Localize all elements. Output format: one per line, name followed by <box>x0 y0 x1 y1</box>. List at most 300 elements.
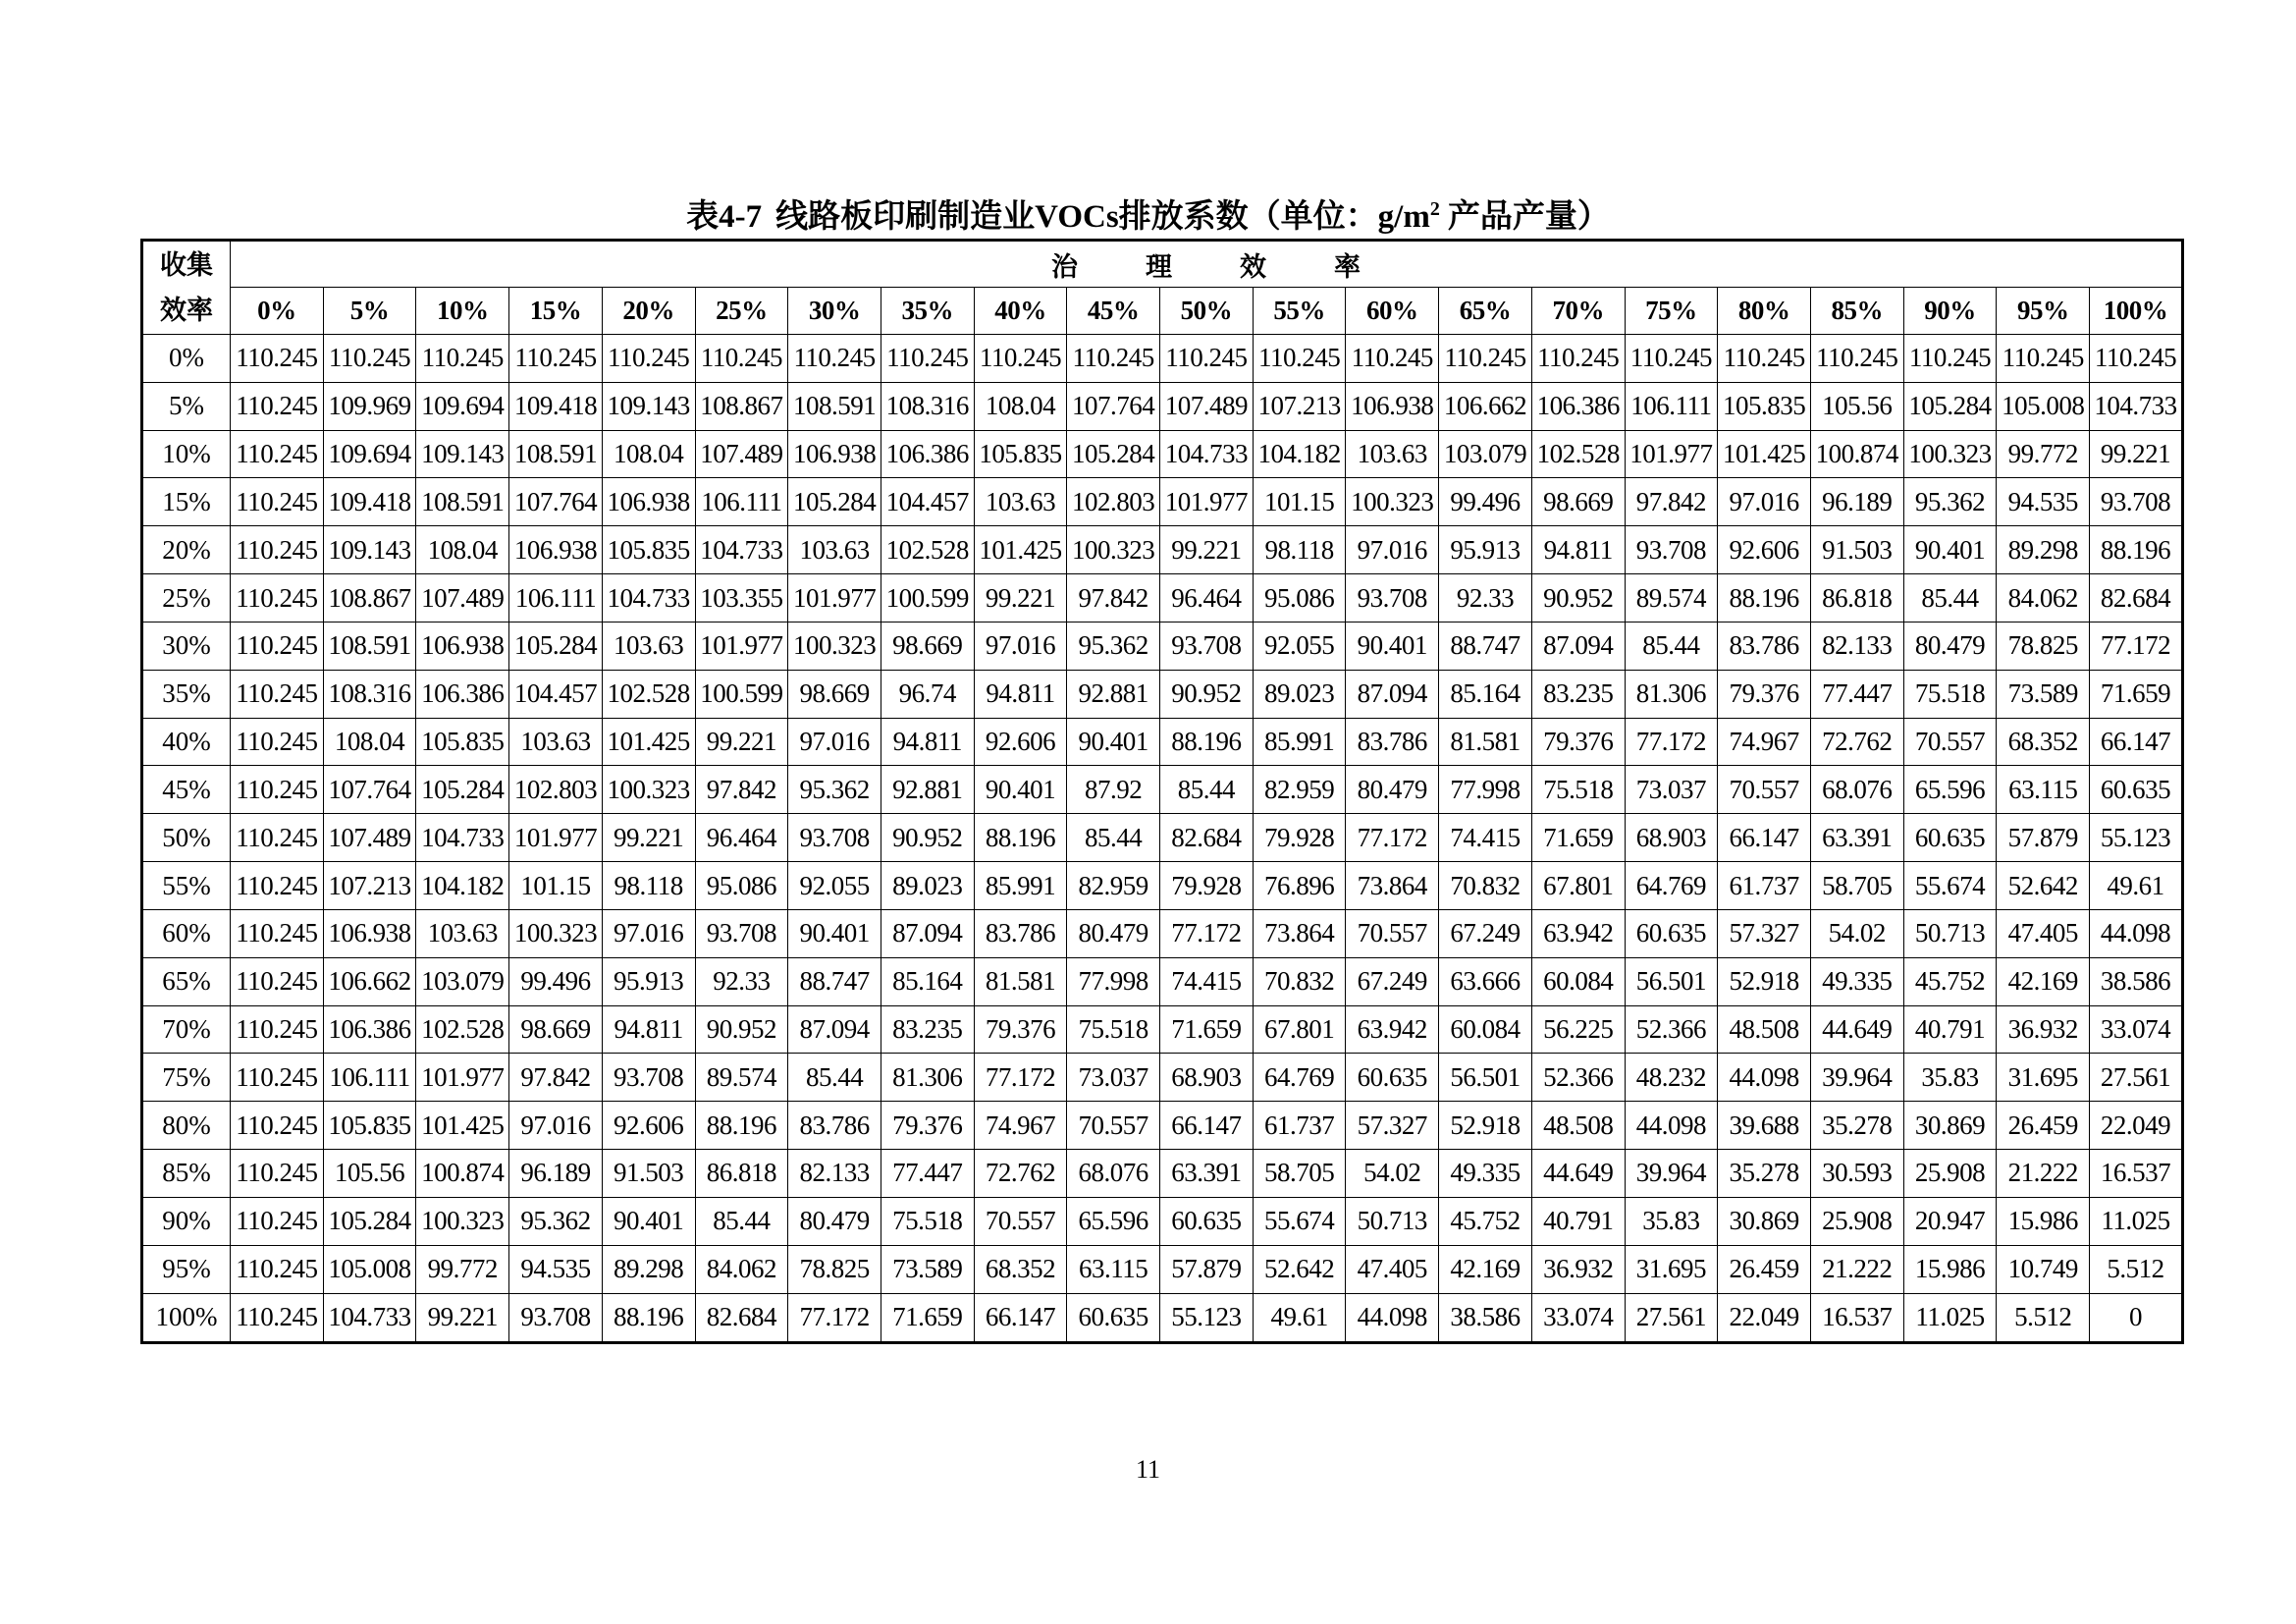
table-cell: 70.832 <box>1439 862 1532 910</box>
table-cell: 110.245 <box>1346 335 1439 383</box>
table-cell: 88.196 <box>2090 526 2183 574</box>
table-cell: 68.352 <box>1997 718 2090 766</box>
table-cell: 109.143 <box>602 382 695 430</box>
row-header: 100% <box>142 1293 231 1342</box>
table-cell: 93.708 <box>1346 574 1439 623</box>
table-cell: 105.56 <box>1810 382 1903 430</box>
table-cell: 15.986 <box>1997 1197 2090 1245</box>
table-cell: 67.801 <box>1531 862 1625 910</box>
table-cell: 30.593 <box>1810 1150 1903 1198</box>
table-cell: 21.222 <box>1997 1150 2090 1198</box>
table-cell: 98.118 <box>602 862 695 910</box>
table-cell: 39.964 <box>1810 1054 1903 1102</box>
table-row <box>142 1293 2183 1342</box>
table-cell: 27.561 <box>2090 1054 2183 1102</box>
table-cell: 109.694 <box>323 430 416 478</box>
table-cell: 85.991 <box>1253 718 1346 766</box>
row-header: 60% <box>142 909 231 957</box>
table-cell: 65.596 <box>1067 1197 1160 1245</box>
table-cell: 108.591 <box>323 622 416 670</box>
table-cell: 97.842 <box>1067 574 1160 623</box>
table-cell: 77.172 <box>1625 718 1718 766</box>
table-cell: 85.991 <box>974 862 1067 910</box>
table-cell: 110.245 <box>881 335 974 383</box>
table-cell: 87.094 <box>1531 622 1625 670</box>
table-cell: 110.245 <box>1253 335 1346 383</box>
table-cell: 61.737 <box>1253 1102 1346 1150</box>
table-cell: 82.684 <box>1160 814 1254 862</box>
table-cell: 71.659 <box>1531 814 1625 862</box>
row-header: 10% <box>142 430 231 478</box>
table-cell: 52.366 <box>1625 1005 1718 1054</box>
table-cell: 97.016 <box>1346 526 1439 574</box>
table-cell: 97.842 <box>1625 478 1718 526</box>
table-cell: 92.33 <box>1439 574 1532 623</box>
table-cell: 99.496 <box>1439 478 1532 526</box>
table-cell: 85.44 <box>1903 574 1997 623</box>
table-cell: 71.659 <box>2090 670 2183 718</box>
table-cell: 110.245 <box>231 1102 324 1150</box>
table-cell: 65.596 <box>1903 766 1997 814</box>
table-cell: 81.306 <box>881 1054 974 1102</box>
table-cell: 98.669 <box>788 670 881 718</box>
table-cell: 110.245 <box>231 1245 324 1293</box>
table-cell: 104.733 <box>695 526 788 574</box>
table-cell: 90.401 <box>1346 622 1439 670</box>
table-cell: 30.869 <box>1718 1197 1811 1245</box>
table-cell: 108.316 <box>881 382 974 430</box>
table-cell: 100.323 <box>1903 430 1997 478</box>
table-cell: 67.249 <box>1346 957 1439 1005</box>
table-cell: 57.327 <box>1718 909 1811 957</box>
table-cell: 25.908 <box>1810 1197 1903 1245</box>
table-cell: 93.708 <box>509 1293 603 1342</box>
table-cell: 110.245 <box>974 335 1067 383</box>
table-cell: 90.401 <box>602 1197 695 1245</box>
emission-factor-table <box>140 239 2184 1344</box>
table-cell: 104.457 <box>509 670 603 718</box>
table-cell: 70.557 <box>1903 718 1997 766</box>
table-cell: 61.737 <box>1718 862 1811 910</box>
table-cell: 48.232 <box>1625 1054 1718 1102</box>
table-cell: 57.327 <box>1346 1102 1439 1150</box>
column-header: 100% <box>2090 288 2183 335</box>
table-cell: 108.04 <box>416 526 509 574</box>
table-cell: 85.44 <box>788 1054 881 1102</box>
table-cell: 95.362 <box>1067 622 1160 670</box>
row-header: 90% <box>142 1197 231 1245</box>
table-cell: 82.959 <box>1253 766 1346 814</box>
table-cell: 64.769 <box>1625 862 1718 910</box>
unit-superscript: 2 <box>1429 198 1440 220</box>
table-cell: 89.574 <box>695 1054 788 1102</box>
table-cell: 44.098 <box>1718 1054 1811 1102</box>
table-cell: 87.094 <box>881 909 974 957</box>
table-cell: 68.076 <box>1067 1150 1160 1198</box>
table-cell: 105.835 <box>974 430 1067 478</box>
table-cell: 49.335 <box>1439 1150 1532 1198</box>
table-cell: 105.284 <box>323 1197 416 1245</box>
table-row <box>142 622 2183 670</box>
table-cell: 66.147 <box>2090 718 2183 766</box>
table-row <box>142 909 2183 957</box>
column-header: 35% <box>881 288 974 335</box>
table-row <box>142 862 2183 910</box>
table-cell: 92.055 <box>788 862 881 910</box>
table-cell: 47.405 <box>1346 1245 1439 1293</box>
row-header: 0% <box>142 335 231 383</box>
column-header: 40% <box>974 288 1067 335</box>
table-cell: 73.589 <box>881 1245 974 1293</box>
table-cell: 11.025 <box>2090 1197 2183 1245</box>
group-header-char: 治 <box>1050 251 1078 282</box>
table-cell: 110.245 <box>1067 335 1160 383</box>
table-cell: 101.977 <box>509 814 603 862</box>
table-cell: 99.221 <box>602 814 695 862</box>
table-cell: 95.913 <box>602 957 695 1005</box>
table-cell: 92.881 <box>1067 670 1160 718</box>
table-cell: 95.913 <box>1439 526 1532 574</box>
row-header: 35% <box>142 670 231 718</box>
table-cell: 110.245 <box>1625 335 1718 383</box>
table-cell: 77.172 <box>2090 622 2183 670</box>
table-cell: 107.489 <box>323 814 416 862</box>
table-cell: 95.086 <box>1253 574 1346 623</box>
table-cell: 99.221 <box>974 574 1067 623</box>
table-cell: 105.835 <box>602 526 695 574</box>
table-cell: 100.323 <box>788 622 881 670</box>
table-cell: 109.418 <box>509 382 603 430</box>
table-cell: 0 <box>2090 1293 2183 1342</box>
table-cell: 108.04 <box>974 382 1067 430</box>
table-cell: 91.503 <box>602 1150 695 1198</box>
table-number: 表4-7 <box>686 199 763 235</box>
table-cell: 107.489 <box>1160 382 1254 430</box>
table-cell: 103.079 <box>416 957 509 1005</box>
table-row <box>142 382 2183 430</box>
table-cell: 10.749 <box>1997 1245 2090 1293</box>
table-cell: 100.874 <box>416 1150 509 1198</box>
table-cell: 103.079 <box>1439 430 1532 478</box>
table-cell: 99.221 <box>416 1293 509 1342</box>
table-cell: 108.591 <box>788 382 881 430</box>
table-cell: 25.908 <box>1903 1150 1997 1198</box>
table-cell: 44.649 <box>1531 1150 1625 1198</box>
table-cell: 82.684 <box>2090 574 2183 623</box>
table-cell: 67.249 <box>1439 909 1532 957</box>
row-header: 25% <box>142 574 231 623</box>
table-cell: 15.986 <box>1903 1245 1997 1293</box>
table-cell: 110.245 <box>509 335 603 383</box>
table-body <box>142 335 2183 1343</box>
table-cell: 63.666 <box>1439 957 1532 1005</box>
table-cell: 101.15 <box>1253 478 1346 526</box>
table-cell: 5.512 <box>1997 1293 2090 1342</box>
row-header: 80% <box>142 1102 231 1150</box>
table-cell: 110.245 <box>1810 335 1903 383</box>
table-cell: 70.557 <box>974 1197 1067 1245</box>
table-cell: 94.811 <box>1531 526 1625 574</box>
table-cell: 110.245 <box>231 382 324 430</box>
table-cell: 101.15 <box>509 862 603 910</box>
table-cell: 103.63 <box>509 718 603 766</box>
table-cell: 39.964 <box>1625 1150 1718 1198</box>
table-cell: 85.44 <box>1067 814 1160 862</box>
table-cell: 77.172 <box>788 1293 881 1342</box>
table-cell: 110.245 <box>231 574 324 623</box>
column-header: 65% <box>1439 288 1532 335</box>
table-cell: 105.284 <box>1067 430 1160 478</box>
table-cell: 100.323 <box>1067 526 1160 574</box>
table-cell: 44.098 <box>1346 1293 1439 1342</box>
table-row <box>142 814 2183 862</box>
table-cell: 73.037 <box>1067 1054 1160 1102</box>
table-cell: 66.147 <box>974 1293 1067 1342</box>
table-cell: 95.086 <box>695 862 788 910</box>
table-cell: 30.869 <box>1903 1102 1997 1150</box>
table-cell: 108.591 <box>416 478 509 526</box>
table-cell: 102.803 <box>509 766 603 814</box>
table-cell: 82.133 <box>788 1150 881 1198</box>
table-cell: 103.63 <box>416 909 509 957</box>
table-cell: 80.479 <box>788 1197 881 1245</box>
table-cell: 86.818 <box>695 1150 788 1198</box>
corner-label-top: 收集 <box>160 250 213 280</box>
table-cell: 66.147 <box>1718 814 1811 862</box>
table-cell: 16.537 <box>1810 1293 1903 1342</box>
table-cell: 106.662 <box>323 957 416 1005</box>
table-cell: 100.323 <box>602 766 695 814</box>
table-cell: 104.182 <box>1253 430 1346 478</box>
table-cell: 105.284 <box>788 478 881 526</box>
table-cell: 106.938 <box>1346 382 1439 430</box>
table-cell: 63.391 <box>1160 1150 1254 1198</box>
table-cell: 110.245 <box>1160 335 1254 383</box>
table-cell: 60.084 <box>1531 957 1625 1005</box>
table-row <box>142 1197 2183 1245</box>
table-cell: 110.245 <box>416 335 509 383</box>
table-cell: 42.169 <box>1997 957 2090 1005</box>
table-cell: 83.786 <box>1346 718 1439 766</box>
table-cell: 79.928 <box>1253 814 1346 862</box>
table-cell: 48.508 <box>1531 1102 1625 1150</box>
table-cell: 94.811 <box>881 718 974 766</box>
table-cell: 101.425 <box>602 718 695 766</box>
table-cell: 73.589 <box>1997 670 2090 718</box>
table-cell: 106.938 <box>602 478 695 526</box>
table-cell: 85.164 <box>1439 670 1532 718</box>
table-cell: 104.733 <box>1160 430 1254 478</box>
table-cell: 38.586 <box>2090 957 2183 1005</box>
table-cell: 110.245 <box>1439 335 1532 383</box>
table-cell: 89.023 <box>1253 670 1346 718</box>
table-cell: 79.376 <box>1531 718 1625 766</box>
table-cell: 93.708 <box>1160 622 1254 670</box>
table-cell: 99.221 <box>2090 430 2183 478</box>
table-cell: 106.386 <box>1531 382 1625 430</box>
table-cell: 72.762 <box>1810 718 1903 766</box>
table-cell: 77.447 <box>881 1150 974 1198</box>
table-cell: 45.752 <box>1439 1197 1532 1245</box>
row-header: 30% <box>142 622 231 670</box>
table-cell: 107.213 <box>323 862 416 910</box>
table-cell: 81.581 <box>974 957 1067 1005</box>
table-cell: 105.284 <box>1903 382 1997 430</box>
table-cell: 26.459 <box>1718 1245 1811 1293</box>
table-cell: 66.147 <box>1160 1102 1254 1150</box>
column-header: 25% <box>695 288 788 335</box>
table-cell: 109.143 <box>416 430 509 478</box>
table-cell: 100.599 <box>881 574 974 623</box>
collection-efficiency-header <box>142 241 231 335</box>
table-cell: 109.143 <box>323 526 416 574</box>
table-cell: 92.606 <box>602 1102 695 1150</box>
column-header: 60% <box>1346 288 1439 335</box>
table-cell: 109.969 <box>323 382 416 430</box>
table-cell: 55.674 <box>1253 1197 1346 1245</box>
table-cell: 83.786 <box>788 1102 881 1150</box>
table-cell: 49.61 <box>1253 1293 1346 1342</box>
table-cell: 92.055 <box>1253 622 1346 670</box>
table-cell: 67.801 <box>1253 1005 1346 1054</box>
table-cell: 108.867 <box>323 574 416 623</box>
table-cell: 107.764 <box>323 766 416 814</box>
table-cell: 96.464 <box>695 814 788 862</box>
table-cell: 71.659 <box>1160 1005 1254 1054</box>
table-cell: 104.457 <box>881 478 974 526</box>
row-header: 15% <box>142 478 231 526</box>
table-cell: 85.164 <box>881 957 974 1005</box>
table-cell: 110.245 <box>1718 335 1811 383</box>
table-cell: 110.245 <box>231 814 324 862</box>
table-cell: 52.918 <box>1718 957 1811 1005</box>
table-cell: 74.415 <box>1160 957 1254 1005</box>
table-cell: 110.245 <box>231 1197 324 1245</box>
table-cell: 52.366 <box>1531 1054 1625 1102</box>
table-cell: 58.705 <box>1810 862 1903 910</box>
table-cell: 90.952 <box>1531 574 1625 623</box>
table-cell: 80.479 <box>1903 622 1997 670</box>
table-cell: 102.528 <box>881 526 974 574</box>
table-cell: 104.733 <box>323 1293 416 1342</box>
table-cell: 93.708 <box>788 814 881 862</box>
table-cell: 64.769 <box>1253 1054 1346 1102</box>
table-cell: 68.352 <box>974 1245 1067 1293</box>
table-cell: 105.284 <box>416 766 509 814</box>
table-cell: 105.008 <box>1997 382 2090 430</box>
table-cell: 48.508 <box>1718 1005 1811 1054</box>
table-cell: 103.63 <box>1346 430 1439 478</box>
table-cell: 101.425 <box>1718 430 1811 478</box>
table-cell: 72.762 <box>974 1150 1067 1198</box>
table-cell: 74.967 <box>974 1102 1067 1150</box>
table-cell: 90.401 <box>974 766 1067 814</box>
table-cell: 79.376 <box>881 1102 974 1150</box>
table-cell: 94.535 <box>1997 478 2090 526</box>
table-cell: 102.528 <box>602 670 695 718</box>
table-cell: 68.903 <box>1160 1054 1254 1102</box>
table-cell: 108.591 <box>509 430 603 478</box>
table-cell: 83.786 <box>1718 622 1811 670</box>
table-cell: 77.998 <box>1067 957 1160 1005</box>
table-cell: 110.245 <box>231 335 324 383</box>
table-row <box>142 1150 2183 1198</box>
table-cell: 71.659 <box>881 1293 974 1342</box>
unit-label: g/m <box>1377 199 1430 235</box>
table-cell: 16.537 <box>2090 1150 2183 1198</box>
table-cell: 52.918 <box>1439 1102 1532 1150</box>
table-cell: 103.63 <box>602 622 695 670</box>
table-row <box>142 574 2183 623</box>
table-cell: 104.182 <box>416 862 509 910</box>
table-cell: 73.864 <box>1253 909 1346 957</box>
table-cell: 77.172 <box>1160 909 1254 957</box>
table-cell: 81.581 <box>1439 718 1532 766</box>
table-cell: 44.649 <box>1810 1005 1903 1054</box>
table-cell: 90.952 <box>1160 670 1254 718</box>
table-cell: 98.118 <box>1253 526 1346 574</box>
table-cell: 87.094 <box>1346 670 1439 718</box>
table-cell: 78.825 <box>1997 622 2090 670</box>
table-cell: 110.245 <box>1531 335 1625 383</box>
table-cell: 74.967 <box>1718 718 1811 766</box>
table-cell: 35.278 <box>1810 1102 1903 1150</box>
row-header: 20% <box>142 526 231 574</box>
table-cell: 89.574 <box>1625 574 1718 623</box>
table-cell: 57.879 <box>1160 1245 1254 1293</box>
table-cell: 54.02 <box>1810 909 1903 957</box>
column-header: 45% <box>1067 288 1160 335</box>
table-cell: 106.386 <box>416 670 509 718</box>
table-cell: 39.688 <box>1718 1102 1811 1150</box>
table-cell: 56.225 <box>1531 1005 1625 1054</box>
table-cell: 68.076 <box>1810 766 1903 814</box>
row-header: 50% <box>142 814 231 862</box>
table-cell: 104.733 <box>2090 382 2183 430</box>
table-cell: 55.123 <box>1160 1293 1254 1342</box>
table-cell: 101.977 <box>416 1054 509 1102</box>
table-cell: 101.977 <box>1160 478 1254 526</box>
table-cell: 90.952 <box>881 814 974 862</box>
table-row <box>142 718 2183 766</box>
table-cell: 47.405 <box>1997 909 2090 957</box>
table-cell: 77.172 <box>974 1054 1067 1102</box>
table-cell: 60.635 <box>1903 814 1997 862</box>
table-row <box>142 957 2183 1005</box>
column-header: 50% <box>1160 288 1254 335</box>
table-cell: 63.115 <box>1067 1245 1160 1293</box>
row-header: 40% <box>142 718 231 766</box>
table-cell: 104.733 <box>416 814 509 862</box>
group-header-char: 理 <box>1145 251 1172 282</box>
table-cell: 75.518 <box>1531 766 1625 814</box>
table-cell: 94.811 <box>602 1005 695 1054</box>
table-cell: 108.316 <box>323 670 416 718</box>
column-header: 85% <box>1810 288 1903 335</box>
table-cell: 106.938 <box>323 909 416 957</box>
table-cell: 110.245 <box>231 718 324 766</box>
table-cell: 96.74 <box>881 670 974 718</box>
column-header: 30% <box>788 288 881 335</box>
table-cell: 102.528 <box>416 1005 509 1054</box>
row-header: 45% <box>142 766 231 814</box>
table-cell: 110.245 <box>231 1054 324 1102</box>
table-cell: 110.245 <box>231 478 324 526</box>
table-cell: 106.938 <box>416 622 509 670</box>
table-cell: 63.391 <box>1810 814 1903 862</box>
table-caption <box>0 192 2296 242</box>
table-cell: 110.245 <box>1997 335 2090 383</box>
